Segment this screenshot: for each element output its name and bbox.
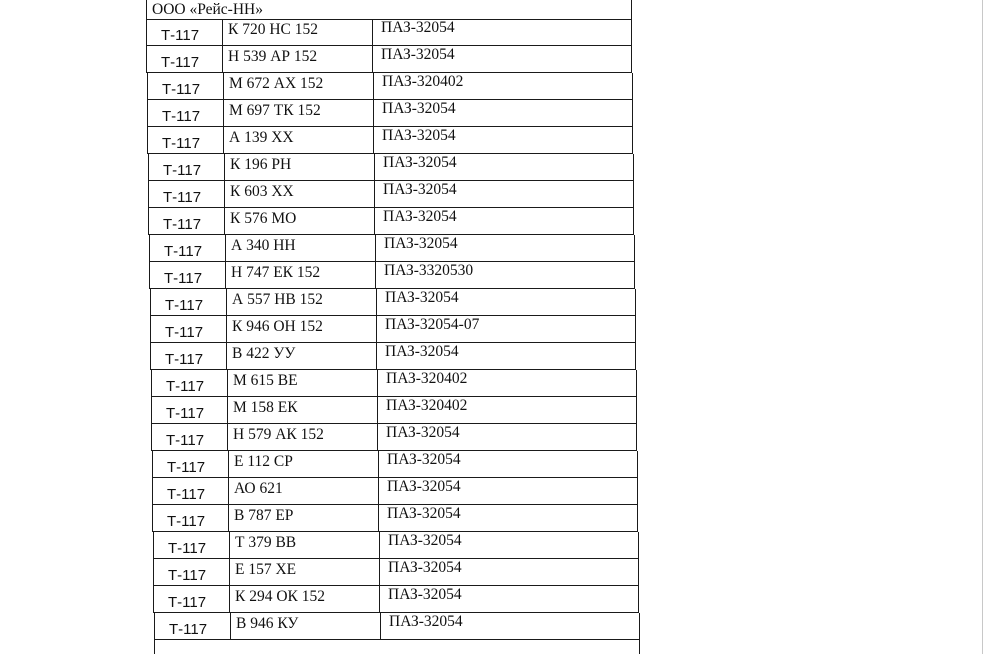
plate-cell: Т 379 ВВ bbox=[229, 532, 379, 558]
model-cell: ПАЗ-32054 bbox=[379, 532, 639, 558]
model-cell: ПАЗ-320402 bbox=[373, 73, 633, 99]
route-cell: Т-117 bbox=[153, 586, 229, 612]
table-row bbox=[151, 424, 637, 451]
model-cell: ПАЗ-32054 bbox=[374, 208, 634, 234]
route-cell: Т-117 bbox=[150, 289, 226, 315]
table-row bbox=[147, 73, 633, 100]
model-cell: ПАЗ-3320530 bbox=[375, 262, 635, 288]
plate-cell: Н 747 ЕК 152 bbox=[225, 262, 375, 288]
table-row bbox=[149, 235, 635, 262]
table-row bbox=[150, 289, 636, 316]
table-row bbox=[150, 343, 636, 370]
model-cell: ПАЗ-32054 bbox=[375, 235, 635, 261]
table-row bbox=[146, 19, 632, 46]
route-cell: Т-117 bbox=[151, 370, 227, 396]
table-row bbox=[151, 397, 637, 424]
route-cell: Т-117 bbox=[147, 127, 223, 153]
plate-cell: М 158 ЕК bbox=[227, 397, 377, 423]
model-cell: ПАЗ-32054 bbox=[376, 289, 636, 315]
organization-name: ООО «Рейс-НН» bbox=[146, 0, 632, 20]
plate-cell: В 422 УУ bbox=[226, 343, 376, 369]
table-row bbox=[149, 262, 635, 289]
table-row bbox=[147, 127, 633, 154]
table-row bbox=[146, 46, 632, 73]
route-cell: Т-117 bbox=[146, 19, 222, 45]
route-cell: Т-117 bbox=[151, 397, 227, 423]
model-cell: ПАЗ-32054 bbox=[372, 19, 632, 45]
table-row bbox=[148, 181, 634, 208]
route-cell: Т-117 bbox=[149, 235, 225, 261]
plate-cell: М 672 АХ 152 bbox=[223, 73, 373, 99]
plate-cell: К 720 НС 152 bbox=[222, 19, 372, 45]
plate-cell: К 946 ОН 152 bbox=[226, 316, 376, 342]
route-cell: Т-117 bbox=[148, 208, 224, 234]
route-cell: Т-117 bbox=[152, 505, 228, 531]
table-row bbox=[153, 586, 639, 613]
route-cell: Т-117 bbox=[147, 73, 223, 99]
model-cell: ПАЗ-320402 bbox=[377, 397, 637, 423]
route-cell: Т-117 bbox=[153, 559, 229, 585]
table-row bbox=[148, 154, 634, 181]
model-cell: ПАЗ-32054-07 bbox=[376, 316, 636, 342]
model-cell: ПАЗ-32054 bbox=[378, 478, 638, 504]
model-cell: ПАЗ-32054 bbox=[374, 154, 634, 180]
route-cell: Т-117 bbox=[151, 424, 227, 450]
plate-cell: Е 112 СР bbox=[228, 451, 378, 477]
route-cell: Т-117 bbox=[152, 451, 228, 477]
plate-cell: Е 157 ХЕ bbox=[229, 559, 379, 585]
route-cell: Т-117 bbox=[146, 46, 222, 72]
table-row bbox=[154, 613, 640, 640]
plate-cell: К 196 РН bbox=[224, 154, 374, 180]
plate-cell: АО 621 bbox=[228, 478, 378, 504]
plate-cell: К 294 ОК 152 bbox=[229, 586, 379, 612]
model-cell: ПАЗ-32054 bbox=[372, 46, 632, 72]
table-continuation bbox=[154, 640, 640, 654]
route-cell: Т-117 bbox=[150, 316, 226, 342]
model-cell: ПАЗ-32054 bbox=[376, 343, 636, 369]
plate-cell: М 615 ВЕ bbox=[227, 370, 377, 396]
plate-cell: К 576 МО bbox=[224, 208, 374, 234]
model-cell: ПАЗ-32054 bbox=[377, 424, 637, 450]
route-cell: Т-117 bbox=[154, 613, 230, 639]
plate-cell: А 340 НН bbox=[225, 235, 375, 261]
model-cell: ПАЗ-32054 bbox=[379, 586, 639, 612]
page-edge-line bbox=[982, 0, 983, 654]
model-cell: ПАЗ-32054 bbox=[374, 181, 634, 207]
plate-cell: А 557 НВ 152 bbox=[226, 289, 376, 315]
model-cell: ПАЗ-32054 bbox=[380, 613, 640, 639]
plate-cell: К 603 ХХ bbox=[224, 181, 374, 207]
plate-cell: А 139 ХХ bbox=[223, 127, 373, 153]
route-cell: Т-117 bbox=[148, 181, 224, 207]
route-cell: Т-117 bbox=[147, 100, 223, 126]
route-cell: Т-117 bbox=[150, 343, 226, 369]
table-row bbox=[150, 316, 636, 343]
table-row bbox=[152, 451, 638, 478]
model-cell: ПАЗ-32054 bbox=[378, 451, 638, 477]
model-cell: ПАЗ-32054 bbox=[373, 100, 633, 126]
plate-cell: Н 579 АК 152 bbox=[227, 424, 377, 450]
table-row bbox=[152, 505, 638, 532]
plate-cell: В 946 КУ bbox=[230, 613, 380, 639]
plate-cell: М 697 ТК 152 bbox=[223, 100, 373, 126]
table-row bbox=[148, 208, 634, 235]
plate-cell: Н 539 АР 152 bbox=[222, 46, 372, 72]
model-cell: ПАЗ-32054 bbox=[373, 127, 633, 153]
route-cell: Т-117 bbox=[153, 532, 229, 558]
route-cell: Т-117 bbox=[148, 154, 224, 180]
model-cell: ПАЗ-32054 bbox=[379, 559, 639, 585]
table-row bbox=[153, 559, 639, 586]
vehicle-table bbox=[146, 0, 638, 654]
table-row bbox=[151, 370, 637, 397]
plate-cell: В 787 ЕР bbox=[228, 505, 378, 531]
table-row bbox=[153, 532, 639, 559]
route-cell: Т-117 bbox=[152, 478, 228, 504]
table-row bbox=[147, 100, 633, 127]
model-cell: ПАЗ-320402 bbox=[377, 370, 637, 396]
model-cell: ПАЗ-32054 bbox=[378, 505, 638, 531]
route-cell: Т-117 bbox=[149, 262, 225, 288]
table-row bbox=[152, 478, 638, 505]
